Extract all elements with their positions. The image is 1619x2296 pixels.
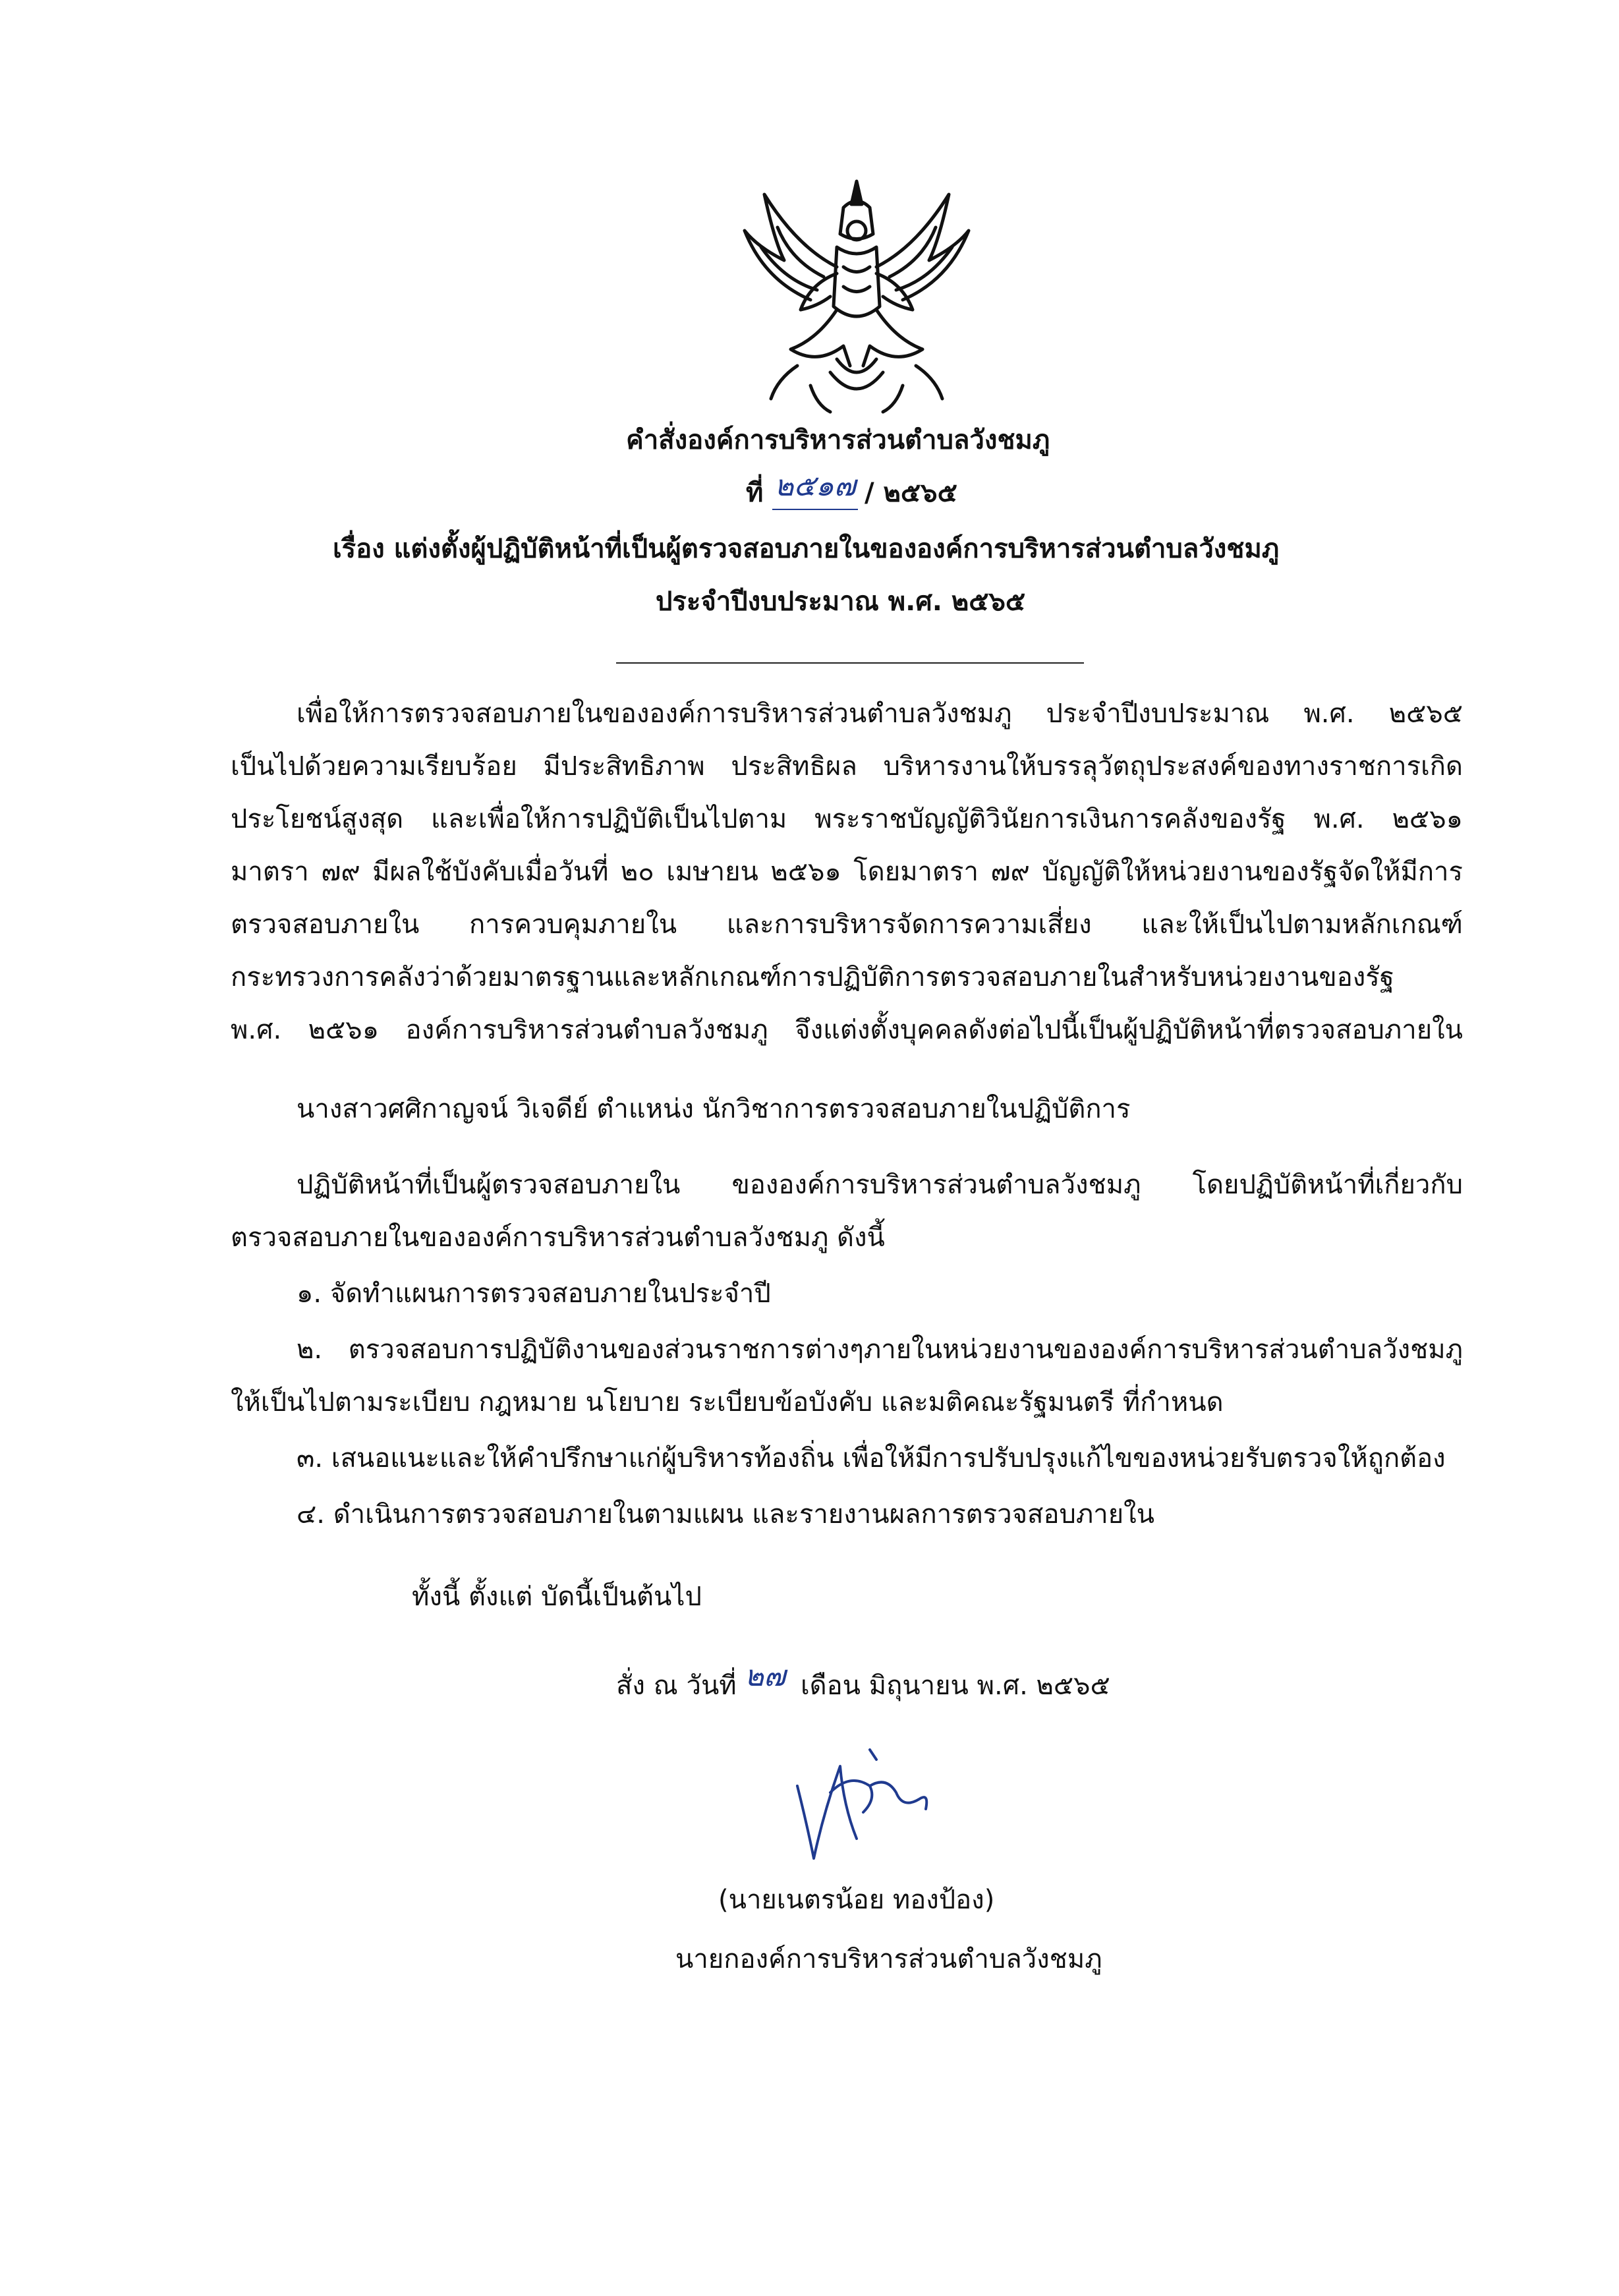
signature-icon [778, 1746, 936, 1865]
signatory-name: (นายเนตรน้อย ทองป้อง) [718, 1885, 995, 1915]
appointee-line: นางสาวศศิกาญจน์ วิเจดีย์ ตำแหน่ง นักวิชาการตรวจสอบภายในปฏิบัติการ [297, 1094, 1131, 1124]
duty-item-2-cont: ให้เป็นไปตามระเบียบ กฎหมาย นโยบาย ระเบียบข้อบังคับ และมติคณะรัฐมนตรี ที่กำหนด [231, 1387, 1224, 1418]
paragraph1-line: กระทรวงการคลังว่าด้วยมาตรฐานและหลักเกณฑ์การปฏิบัติการตรวจสอบภายในสำหรับหน่วยงานของรัฐ [231, 962, 1394, 992]
paragraph1-line: มาตรา ๗๙ มีผลใช้บังคับเมื่อวันที่ ๒๐ เมษายน ๒๕๖๑ โดยมาตรา ๗๙ บัญญัติให้หน่วยงานของรัฐจัดให้มีการ [231, 857, 1463, 887]
paragraph2-line: ตรวจสอบภายในขององค์การบริหารส่วนตำบลวังชมภู ดังนี้ [231, 1222, 885, 1253]
signatory-position: นายกองค์การบริหารส่วนตำบลวังชมภู [675, 1944, 1102, 1974]
duty-item-2: ๒. ตรวจสอบการปฏิบัติงานของส่วนราชการต่างๆภายในหน่วยงานขององค์การบริหารส่วนตำบลวังชมภู [297, 1335, 1463, 1365]
order-number-year: / ๒๕๖๕ [865, 478, 957, 508]
date-day-handwritten: ๒๗ [745, 1659, 786, 1693]
date-prefix: สั่ง ณ วันที่ [616, 1671, 737, 1701]
title-divider [616, 662, 1084, 664]
paragraph1-line: เพื่อให้การตรวจสอบภายในขององค์การบริหารส่วนตำบลวังชมภู ประจำปีงบประมาณ พ.ศ. ๒๕๖๕ [297, 699, 1463, 729]
paragraph1-line: ประโยชน์สูงสุด และเพื่อให้การปฏิบัติเป็นไปตาม พระราชบัญญัติวินัยการเงินการคลังของรัฐ พ.ศ. ๒๕๖๑ [231, 804, 1463, 834]
effective-line: ทั้งนี้ ตั้งแต่ บัดนี้เป็นต้นไป [412, 1582, 702, 1612]
order-number-prefix: ที่ [746, 478, 764, 508]
duty-item-3: ๓. เสนอแนะและให้คำปรึกษาแก่ผู้บริหารท้องถิ่น เพื่อให้มีการปรับปรุงแก้ไขของหน่วยรับตรวจให้ถูกต้อง [297, 1443, 1446, 1474]
subject-line-1: เรื่อง แต่งตั้งผู้ปฏิบัติหน้าที่เป็นผู้ตรวจสอบภายในขององค์การบริหารส่วนตำบลวังชมภู [333, 534, 1280, 564]
date-suffix: เดือน มิถุนายน พ.ศ. ๒๕๖๕ [801, 1671, 1110, 1701]
paragraph2-line: ปฏิบัติหน้าที่เป็นผู้ตรวจสอบภายใน ขององค์การบริหารส่วนตำบลวังชมภู โดยปฏิบัติหน้าที่เกี่ยวกับ [297, 1170, 1463, 1200]
paragraph1-line: เป็นไปด้วยความเรียบร้อย มีประสิทธิภาพ ประสิทธิผล บริหารงานให้บรรลุวัตถุประสงค์ของทางราชการเกิด [231, 751, 1463, 782]
subject-line-2: ประจำปีงบประมาณ พ.ศ. ๒๕๖๕ [656, 587, 1026, 617]
duty-item-4: ๔. ดำเนินการตรวจสอบภายในตามแผน และรายงานผลการตรวจสอบภายใน [297, 1499, 1155, 1530]
garuda-emblem-icon [738, 168, 975, 422]
order-number-handwritten: ๒๕๑๗ [772, 463, 858, 510]
paragraph1-line: พ.ศ. ๒๕๖๑ องค์การบริหารส่วนตำบลวังชมภู จึงแต่งตั้งบุคคลดังต่อไปนี้เป็นผู้ปฏิบัติหน้าที่ตรวจสอบภายใน [231, 1015, 1463, 1045]
order-title: คำสั่งองค์การบริหารส่วนตำบลวังชมภู [626, 425, 1050, 455]
duty-item-1: ๑. จัดทำแผนการตรวจสอบภายในประจำปี [297, 1278, 771, 1309]
paragraph1-line: ตรวจสอบภายใน การควบคุมภายใน และการบริหารจัดการความเสี่ยง และให้เป็นไปตามหลักเกณฑ์ [231, 909, 1463, 940]
